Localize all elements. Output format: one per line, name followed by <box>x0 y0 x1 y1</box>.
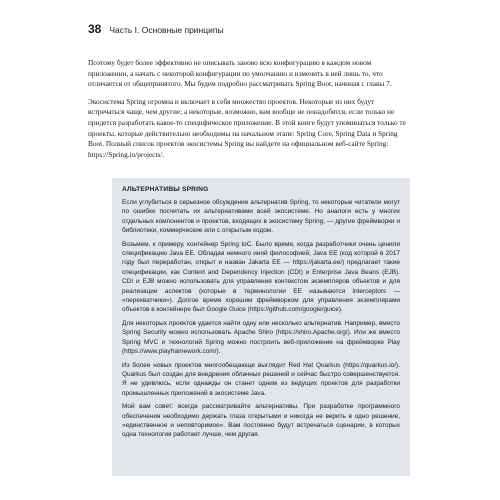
sidebar-paragraph: Мой вам совет: всегда рассматривайте альтернативы. При разработке программного обеспечения необходимо держать глаза открытыми и никогда не верить в одно решение, «единственное и неповторимое». Вам постоянно будут встречаться сценарии, в которых одна технология работает лучше, чем другая. <box>122 403 400 439</box>
sidebar-paragraph: Возьмем, к примеру, контейнер Spring IoC. Было время, когда разработчики очень ценили спецификацию Java EE. Обладая немного иной философией, Java EE (код которой в 2017 году был переработан, открыт и назван Jakarta EE — https://jakarta.ee/) предлагает такие спецификации, как Context and Dependency Injection (CDI) и Enterprise Java Beans (EJB). CDI и EJB можно использовать для управления контекстом экземпляров объектов и для реализации аспектов (которые в терминологии EE называются interceptors — «перехватчики»). Долгое время хорошим фреймворком для управления экземплярами объектов в контейнере был Google Guice (https://github.com/google/guice). <box>122 240 400 314</box>
alternatives-sidebar <box>112 178 410 476</box>
sidebar-paragraph: Если углубиться в серьезное обсуждение альтернатив Spring, то некоторые читатели могут по ошибке посчитать их альтернативами всей экосистеме. Но аналоги есть у многих отдельных компонентов и проектов, входящих в экосистему Spring, — другие фреймворки и библиотеки, коммерческие или с открытым кодом. <box>122 199 400 235</box>
sidebar-title: АЛЬТЕРНАТИВЫ SPRING <box>122 186 209 193</box>
page-number: 38 <box>88 22 102 36</box>
main-text <box>88 58 410 167</box>
sidebar-paragraph: Из более новых проектов многообещающе выглядит Red Hat Quarkus (https://quarkus.io/). Quarkus был создан для внедрения облачных решений и сейчас быстро совершенствуется. Я не удивлюсь, если однажды он станет одним из ведущих проектов для разработки промышленных приложений в экосистеме Java. <box>122 361 400 397</box>
page-header <box>88 22 428 36</box>
sidebar-paragraph: Для некоторых проектов удается найти одну или несколько альтернатив. Например, вместо Spring Security можно использовать Apache Shiro (https://shiro.Apache.org/). Или же вместо Spring MVC и технологий Spring можно построить веб-приложение на фреймворке Play (https://www.playframework.com/). <box>122 319 400 356</box>
paragraph: Поэтому будет более эффективно не описывать заново всю конфигурацию в каждом новом приложении, а начать с некоторой конфигурации по умолчанию и изменить в ней лишь то, что отличается от общепринятого. Мы будем подробно рассматривать Spring Boot, начиная с главы 7. <box>88 58 392 89</box>
paragraph: Экосистема Spring огромна и включает в себя множество проектов. Некоторые из них будут встречаться чаще, чем другие; а некоторые, возможно, вам вообще не понадобятся, если только не придется разработать какое-то специфическое приложение. В этой книге будут упоминаться только те проекты, которые действительно необходимы на начальном этапе: Spring Core, Spring Data и Spring Boot. Полный список проектов экосистемы Spring вы найдете на официальном веб-сайте Spring: https://Spring.io/projects/. <box>88 96 406 159</box>
chapter-title: Часть I. Основные принципы <box>109 25 224 35</box>
